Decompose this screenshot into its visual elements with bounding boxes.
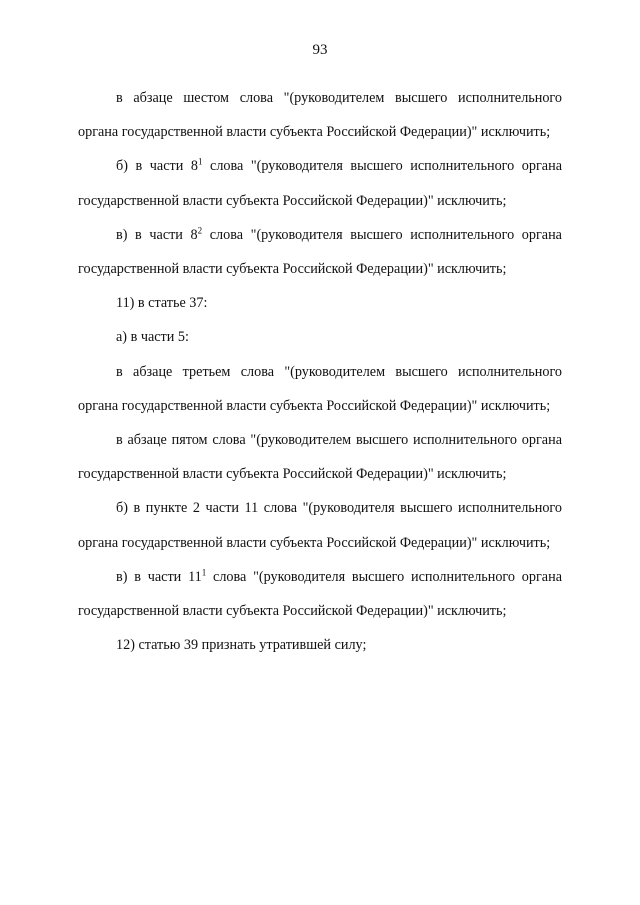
paragraph-8: б) в пункте 2 части 11 слова "(руководителя высшего исполнительного органа государственной власти субъекта Российской Федерации)" исключить;	[78, 500, 562, 551]
paragraph-4: 11) в статье 37:	[116, 295, 208, 312]
superscript-index: 1	[201, 567, 207, 578]
paragraph-6: в абзаце третьем слова "(руководителем высшего исполнительного органа государственной власти субъекта Российской Федерации)" исключить;	[78, 363, 562, 414]
page-number: 93	[312, 42, 328, 58]
paragraph-10: 12) статью 39 признать утратившей силу;	[116, 637, 367, 654]
superscript-index: 2	[197, 225, 203, 236]
paragraph-9: в) в части $11^1$ слова "(руководителя высшего исполнительного органа государственной власти субъекта Российской Федерации)" исключить;	[78, 567, 562, 620]
paragraph-1: в абзаце шестом слова "(руководителем высшего исполнительного органа государственной власти субъекта Российской Федерации)" исключить;	[78, 90, 562, 141]
paragraph-7: в абзаце пятом слова "(руководителем высшего исполнительного органа государственной власти субъекта Российской Федерации)" исключить;	[78, 432, 562, 483]
paragraph-3: в) в части $8^2$ слова "(руководителя высшего исполнительного органа государственной власти субъекта Российской Федерации)" исключить;	[78, 225, 562, 278]
document-body	[78, 81, 562, 662]
paragraph-2: б) в части $8^1$ слова "(руководителя высшего исполнительного органа государственной власти субъекта Российской Федерации)" исключить;	[78, 157, 562, 209]
paragraph-5: а) в части 5:	[116, 329, 189, 346]
superscript-index: 1	[197, 157, 203, 168]
